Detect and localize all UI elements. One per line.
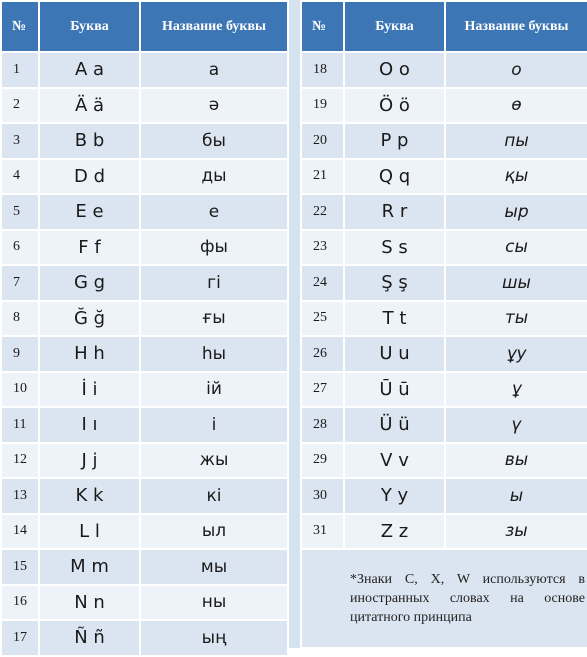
row-letter: Ş ş xyxy=(344,265,445,301)
row-letter: Ñ ñ xyxy=(39,620,140,656)
row-letter: V v xyxy=(344,443,445,479)
table-row xyxy=(301,336,587,372)
row-letter-name: ы xyxy=(445,478,587,514)
row-number: 25 xyxy=(301,301,344,337)
header-name: Название буквы xyxy=(445,1,587,52)
alphabet-table-left xyxy=(0,0,289,657)
row-letter: Ğ ğ xyxy=(39,301,140,337)
row-letter: Ä ä xyxy=(39,88,140,124)
row-letter-name: ұ xyxy=(445,372,587,408)
table-row xyxy=(301,265,587,301)
header-row xyxy=(301,1,587,52)
row-letter: Ö ö xyxy=(344,88,445,124)
row-number: 5 xyxy=(1,194,39,230)
row-number: 22 xyxy=(301,194,344,230)
table-row xyxy=(1,194,288,230)
row-letter: P p xyxy=(344,123,445,159)
row-letter: F f xyxy=(39,230,140,266)
table-row xyxy=(1,585,288,621)
table-row xyxy=(1,301,288,337)
row-letter-name: жы xyxy=(140,443,288,479)
table-row xyxy=(1,159,288,195)
row-letter: R r xyxy=(344,194,445,230)
table-row xyxy=(1,549,288,585)
table-row xyxy=(1,407,288,443)
row-number: 3 xyxy=(1,123,39,159)
row-letter-name: зы xyxy=(445,514,587,550)
row-letter: U u xyxy=(344,336,445,372)
row-letter-name: ғы xyxy=(140,301,288,337)
header-num: № xyxy=(301,1,344,52)
table-row xyxy=(301,230,587,266)
table-row xyxy=(301,88,587,124)
row-letter-name: ұу xyxy=(445,336,587,372)
table-row xyxy=(301,372,587,408)
row-letter-name: сы xyxy=(445,230,587,266)
row-number: 1 xyxy=(1,52,39,88)
row-number: 30 xyxy=(301,478,344,514)
row-number: 27 xyxy=(301,372,344,408)
header-row xyxy=(1,1,288,52)
row-letter: L l xyxy=(39,514,140,550)
row-letter-name: вы xyxy=(445,443,587,479)
row-number: 16 xyxy=(1,585,39,621)
header-letter: Буква xyxy=(344,1,445,52)
row-number: 19 xyxy=(301,88,344,124)
row-letter: Ū ū xyxy=(344,372,445,408)
table-row xyxy=(301,407,587,443)
row-number: 18 xyxy=(301,52,344,88)
row-letter: K k xyxy=(39,478,140,514)
row-letter: Y y xyxy=(344,478,445,514)
row-letter-name: ү xyxy=(445,407,587,443)
row-letter-name: бы xyxy=(140,123,288,159)
row-number: 9 xyxy=(1,336,39,372)
row-letter: S s xyxy=(344,230,445,266)
row-letter: Q q xyxy=(344,159,445,195)
table-row xyxy=(301,123,587,159)
table-row xyxy=(301,194,587,230)
row-letter: O o xyxy=(344,52,445,88)
table-row xyxy=(301,514,587,550)
row-number: 11 xyxy=(1,407,39,443)
row-number: 24 xyxy=(301,265,344,301)
row-letter-name: қы xyxy=(445,159,587,195)
row-letter: N n xyxy=(39,585,140,621)
header-num: № xyxy=(1,1,39,52)
row-number: 4 xyxy=(1,159,39,195)
table-row xyxy=(301,301,587,337)
row-letter-name: ды xyxy=(140,159,288,195)
row-letter: J j xyxy=(39,443,140,479)
row-letter-name: ә xyxy=(140,88,288,124)
table-row xyxy=(1,478,288,514)
table-row xyxy=(1,123,288,159)
row-letter: D d xyxy=(39,159,140,195)
row-number: 13 xyxy=(1,478,39,514)
table-row xyxy=(1,265,288,301)
table-row xyxy=(301,159,587,195)
table-row xyxy=(1,336,288,372)
row-number: 6 xyxy=(1,230,39,266)
table-row xyxy=(1,620,288,656)
row-letter-name: фы xyxy=(140,230,288,266)
footnote-text: *Знаки C, X, W используются в иностранных словах на основе цитатного принципа xyxy=(301,549,587,648)
row-number: 29 xyxy=(301,443,344,479)
header-name: Название буквы xyxy=(140,1,288,52)
row-letter: Ü ü xyxy=(344,407,445,443)
row-number: 20 xyxy=(301,123,344,159)
row-letter-name: е xyxy=(140,194,288,230)
row-number: 21 xyxy=(301,159,344,195)
row-number: 15 xyxy=(1,549,39,585)
row-letter-name: ың xyxy=(140,620,288,656)
row-letter: Z z xyxy=(344,514,445,550)
table-row xyxy=(1,230,288,266)
row-number: 10 xyxy=(1,372,39,408)
row-letter-name: һы xyxy=(140,336,288,372)
row-letter-name: ө xyxy=(445,88,587,124)
table-row xyxy=(1,443,288,479)
row-number: 28 xyxy=(301,407,344,443)
row-letter: A a xyxy=(39,52,140,88)
table-row xyxy=(1,88,288,124)
row-number: 26 xyxy=(301,336,344,372)
row-letter-name: ыр xyxy=(445,194,587,230)
row-number: 31 xyxy=(301,514,344,550)
row-letter-name: ты xyxy=(445,301,587,337)
row-letter-name: ій xyxy=(140,372,288,408)
row-letter-name: шы xyxy=(445,265,587,301)
table-row xyxy=(1,372,288,408)
row-letter: M m xyxy=(39,549,140,585)
table-row xyxy=(1,514,288,550)
table-row xyxy=(301,443,587,479)
table-row xyxy=(1,52,288,88)
table-row xyxy=(301,478,587,514)
row-number: 7 xyxy=(1,265,39,301)
row-number: 12 xyxy=(1,443,39,479)
row-letter-name: і xyxy=(140,407,288,443)
row-letter: H h xyxy=(39,336,140,372)
row-letter: B b xyxy=(39,123,140,159)
row-number: 23 xyxy=(301,230,344,266)
row-letter: I ı xyxy=(39,407,140,443)
alphabet-table-right xyxy=(300,0,587,649)
row-letter-name: мы xyxy=(140,549,288,585)
row-letter: E e xyxy=(39,194,140,230)
row-letter-name: а xyxy=(140,52,288,88)
row-letter-name: кі xyxy=(140,478,288,514)
row-letter-name: гі xyxy=(140,265,288,301)
row-letter-name: о xyxy=(445,52,587,88)
row-letter-name: ыл xyxy=(140,514,288,550)
table-row xyxy=(301,52,587,88)
row-letter-name: пы xyxy=(445,123,587,159)
row-number: 2 xyxy=(1,88,39,124)
row-letter: İ i xyxy=(39,372,140,408)
row-letter: T t xyxy=(344,301,445,337)
header-letter: Буква xyxy=(39,1,140,52)
row-number: 8 xyxy=(1,301,39,337)
row-number: 17 xyxy=(1,620,39,656)
row-number: 14 xyxy=(1,514,39,550)
note-row xyxy=(301,549,587,648)
row-letter-name: ны xyxy=(140,585,288,621)
row-letter: G g xyxy=(39,265,140,301)
